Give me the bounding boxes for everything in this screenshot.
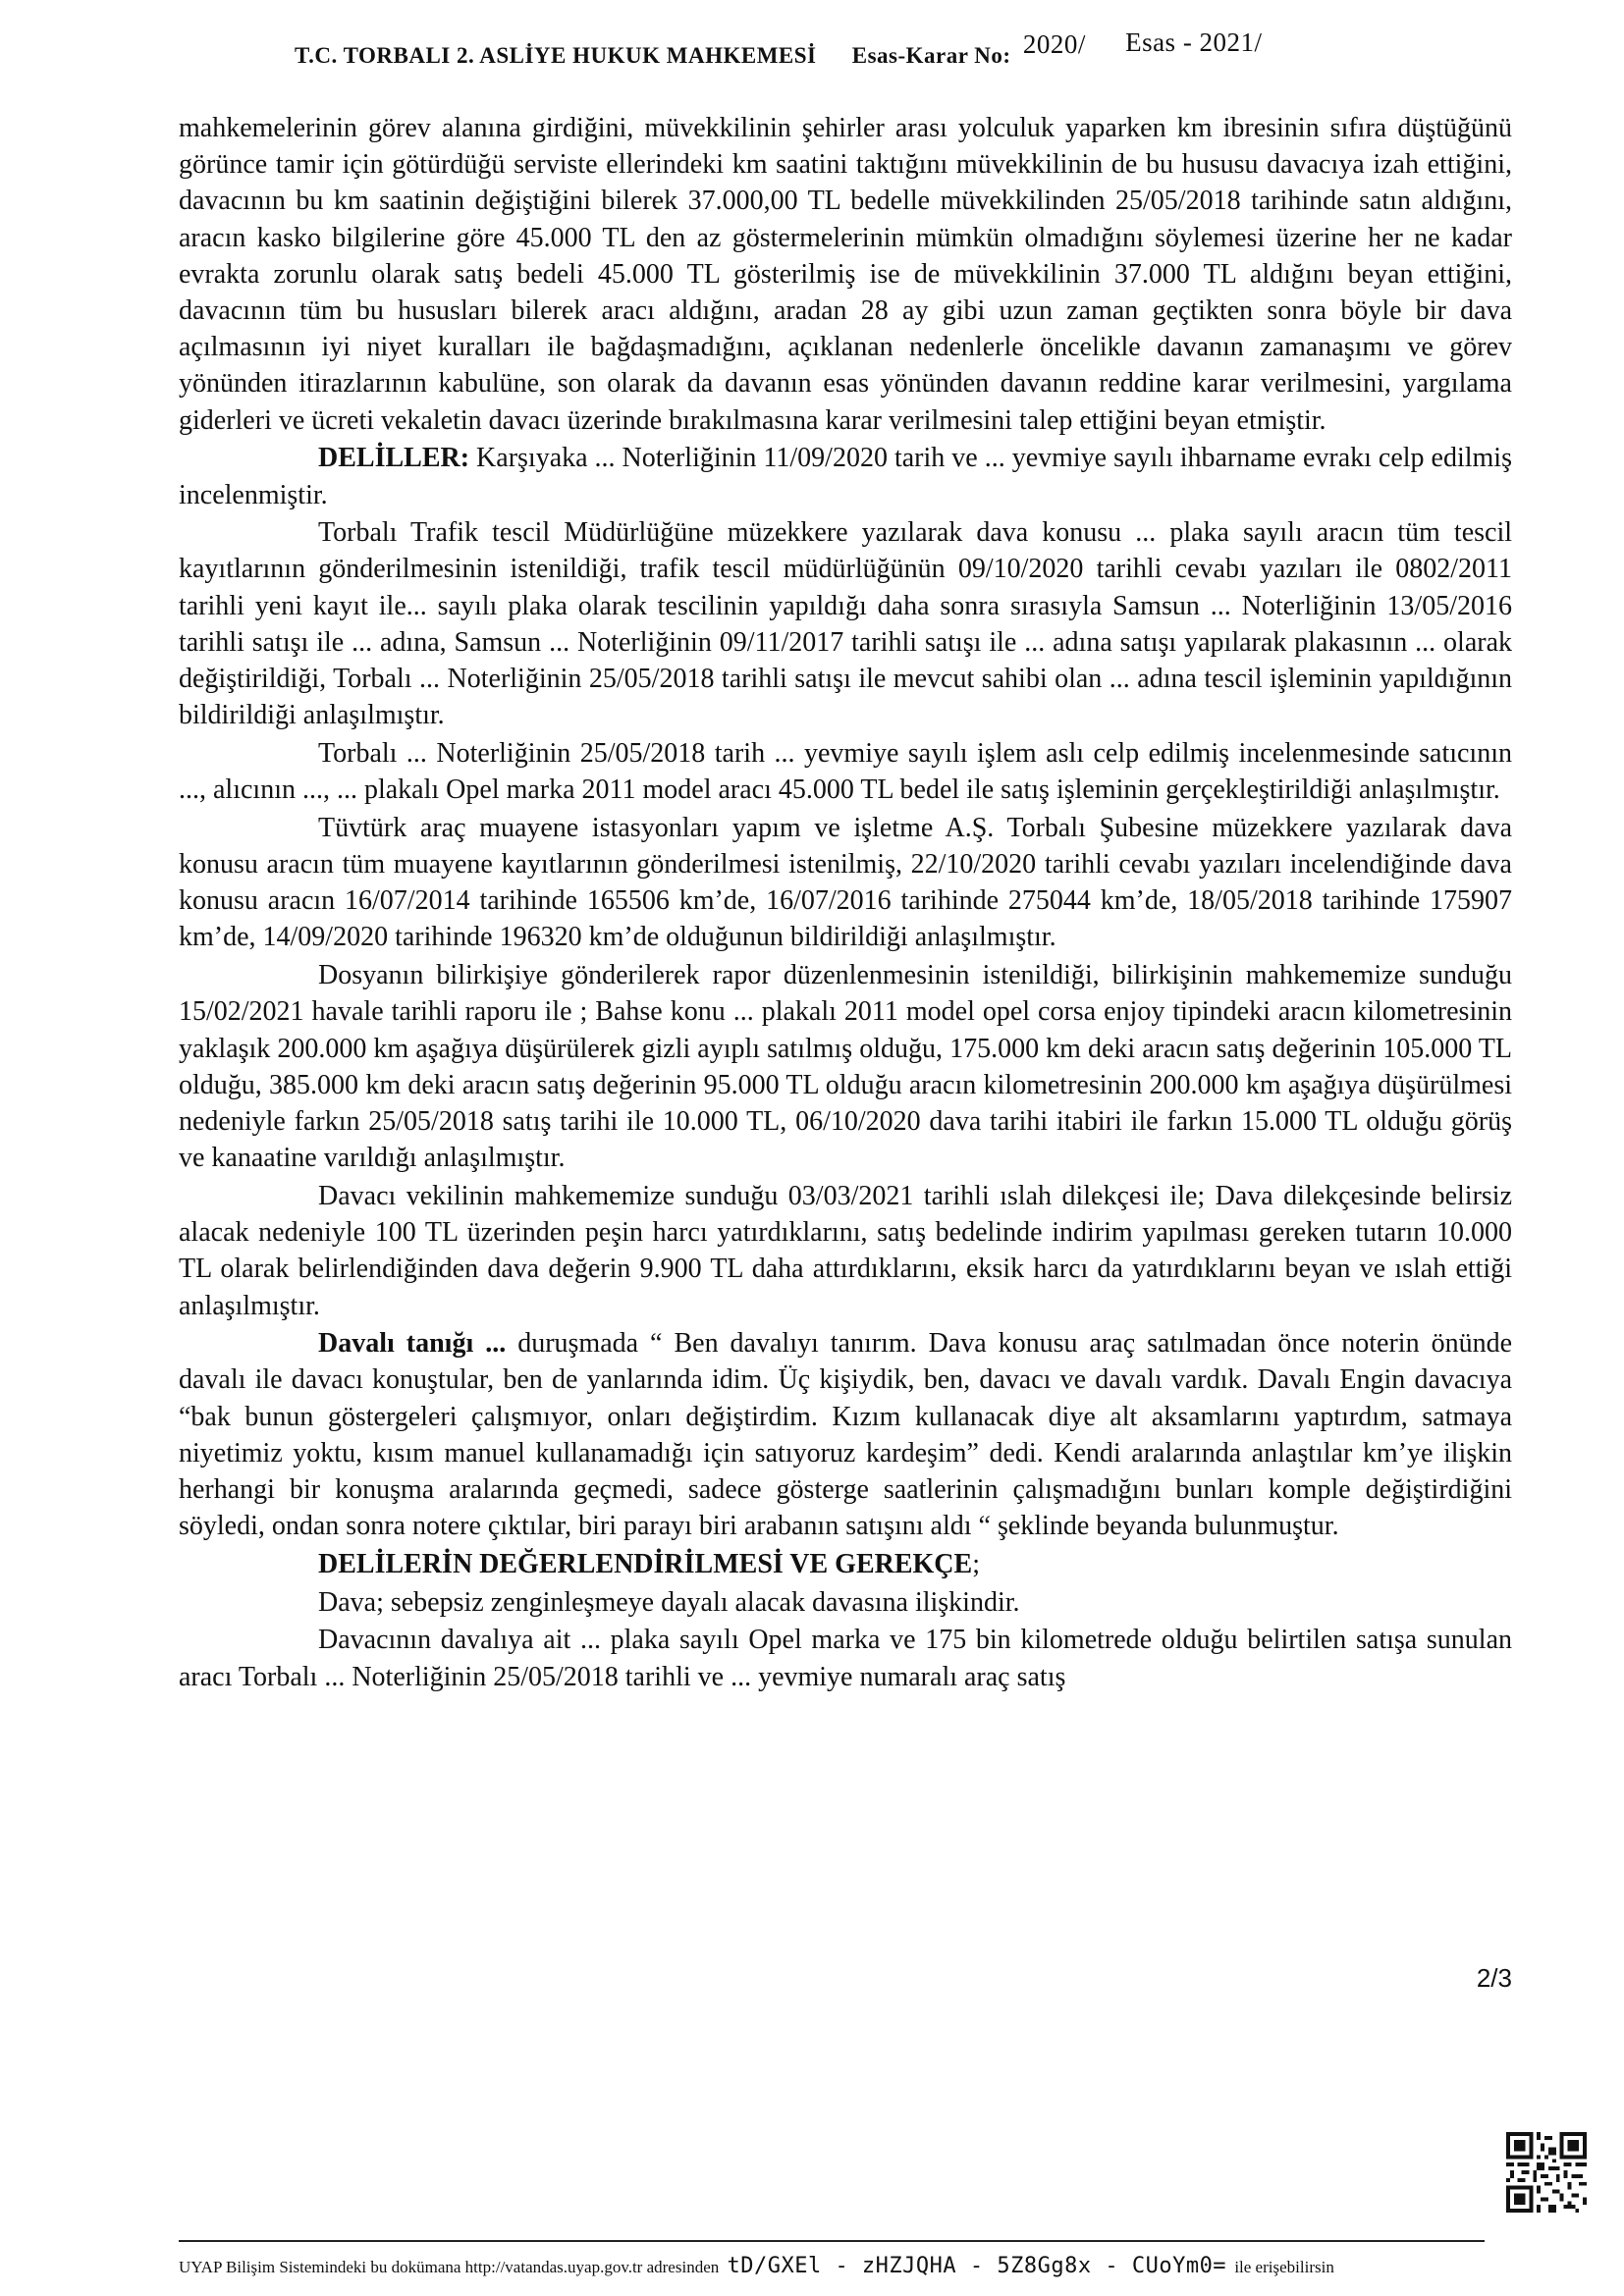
verification-code: tD/GXEl - zHZJQHA - 5Z8Gg8x - CUoYm0= xyxy=(727,2254,1227,2278)
paragraph-case-facts: Davacının davalıya ait ... plaka sayılı Opel marka ve 175 bin kilometrede olduğu belirtilen satışa sunulan aracı Torbalı ... Noterliğinin 25/05/2018 tarihli ve ... yevmiye numaralı araç satış xyxy=(179,1625,1512,1692)
paragraph-traffic-registry: Torbalı Trafik tescil Müdürlüğüne müzekkere yazılarak dava konusu ... plaka sayılı aracın tüm tescil kayıtlarının gönderilmesinin istenildiği, trafik tescil müdürlüğünün 09/10/2020 tarihli cevabı yazıları ile 0802/2011 tarihli yeni kayıt ile... sayılı plaka olarak tescilinin yapıldığı daha sonra sırasıyla Samsun ... Noterliğinin 13/05/2016 tarihli satışı ile ... adına, Samsun ... Noterliğinin 09/11/2017 tarihli satışı ile ... adına satışı yapılarak plakasının ... olarak değiştirildiği, Torbalı ... Noterliğinin 25/05/2018 tarihli satışı ile mevcut sahibi olan ... adına tescil işleminin yapıldığının bildirildiği anlaşılmıştır. xyxy=(179,517,1512,731)
paragraph-case-type: Dava; sebepsiz zenginleşmeye dayalı alacak davasına ilişkindir. xyxy=(318,1586,1020,1618)
esas-karar-label: Esas-Karar No: xyxy=(851,43,1011,68)
reasoning-heading: DELİLERİN DEĞERLENDİRİLMESİ VE GEREKÇE xyxy=(318,1548,973,1579)
paragraph-witness xyxy=(179,1325,1512,1544)
witness-text: duruşmada “ Ben davalıyı tanırım. Dava konusu araç satılmadan önce noterin önünde davalı ile davacı konuştular, ben de yanlarında idim. Üç kişiydik, ben, davacı ve davalı vardık. Davalı Engin davacıya “bak bunun göstergeleri çalışmıyor, onları değiştirdim. Kızım kullanacak diye alt aksamlarını yaptırdım, satmaya niyetimiz yoktu, kısım manuel kullanamadığı için satıyoruz kardeşim” dedi. Kendi aralarında anlaştılar km’ye ilişkin herhangi bir konuşma aralarında geçmedi, sadece gösterge saatlerinin çalışmadığını bunları komple değiştirdiğini söyledi, ondan sonra notere çıktılar, biri parayı biri arabanın satışını aldı “ şeklinde beyanda bulunmuştur. xyxy=(179,1328,1513,1542)
paragraph-reasoning-heading xyxy=(179,1546,1512,1582)
witness-heading: Davalı tanığı ... xyxy=(318,1328,507,1360)
footer-prefix: UYAP Bilişim Sistemindeki bu dokümana http://vatandas.uyap.gov.tr adresinden xyxy=(179,2258,720,2276)
paragraph-notary-record: Torbalı ... Noterliğinin 25/05/2018 tarih ... yevmiye sayılı işlem aslı celp edilmiş incelenmesinde satıcının ..., alıcının ..., ... plakalı Opel marka 2011 model aracı 45.000 TL bedel ile satış işleminin gerçekleştirildiği anlaşılmıştır. xyxy=(179,737,1512,806)
evidence-heading: DELİLLER: xyxy=(318,443,470,474)
paragraph-evidence xyxy=(179,440,1512,512)
qr-code-icon xyxy=(1506,2132,1587,2213)
document-body xyxy=(179,110,1512,1696)
court-name: T.C. TORBALI 2. ASLİYE HUKUK MAHKEMESİ xyxy=(295,43,817,68)
reasoning-heading-punct: ; xyxy=(972,1548,980,1579)
paragraph-defendant-arguments: mahkemelerinin görev alanına girdiğini, müvekkilinin şehirler arası yolculuk yaparken km ibresinin sıfıra düştüğünü görünce tamir için götürdüğü serviste ellerindeki km saatini taktığını müvekkilinin de bu hususu davacıya izah ettiğini, davacının bu km saatinin değiştiğini bilerek 37.000,00 TL bedelle müvekkilinden 25/05/2018 tarihinde satın aldığını, aracın kasko bilgilerine göre 45.000 TL den az göstermelerinin mümkün olmadığını söylemesi üzerine her ne kadar evrakta zorunlu olarak satış bedeli 45.000 TL gösterilmiş ise de müvekkilinin 37.000 TL aldığını beyan ettiğini, davacının tüm bu hususları bilerek aracı aldığını, aradan 28 ay gibi uzun zaman geçtikten sonra böyle bir dava açılmasının iyi niyet kuralları ile bağdaşmadığını, açıklanan nedenlerle öncelikle davanın zamanaşımı ve görev yönünden itirazlarının kabulüne, son olarak da davanın esas yönünden davanın reddine karar verilmesini, yargılama giderleri ve ücreti vekaletin davacı üzerinde bırakılmasına karar verilmesini talep ettiğini beyan etmiştir. xyxy=(179,113,1512,436)
paragraph-expert-report: Dosyanın bilirkişiye gönderilerek rapor düzenlenmesinin istenildiği, bilirkişinin mahkememize sunduğu 15/02/2021 havale tarihli raporu ile ; Bahse konu ... plakalı 2011 model opel corsa enjoy tipindeki aracın kilometresinin yaklaşık 200.000 km aşağıya düşürülerek gizli ayıplı satılmış olduğu, 175.000 km deki aracın satış değerinin 105.000 TL olduğu, 385.000 km deki aracın satış değerinin 95.000 TL olduğu aracın kilometresinin 200.000 km aşağıya düşürülmesi nedeniyle farkın 25/05/2018 satış tarihi ile 10.000 TL, 06/10/2020 dava tarihi itabiri ile farkın 15.000 TL olduğu görüş ve kanaatine varıldığı anlaşılmıştır. xyxy=(179,960,1512,1174)
page-number: 2/3 xyxy=(1476,1963,1512,1993)
paragraph-amendment: Davacı vekilinin mahkememize sunduğu 03/03/2021 tarihli ıslah dilekçesi ile; Dava dilekçesinde belirsiz alacak nedeniyle 100 TL üzerinden peşin harcı yatırdıklarını, satış bedelinde indirim yapılması gereken tutarın 10.000 TL olarak belirlendiğinden dava değerin 9.900 TL daha attırdıklarını, eksik harcı da yatırdıklarını beyan ve ıslah ettiği anlaşılmıştır. xyxy=(179,1180,1512,1321)
handwritten-karar-number: Esas - 2021/ xyxy=(1125,27,1263,57)
evidence-text: Karşıyaka ... Noterliğinin 11/09/2020 tarih ve ... yevmiye sayılı ihbarname evrakı celp edilmiş incelenmiştir. xyxy=(179,443,1512,510)
paragraph-inspection-records: Tüvtürk araç muayene istasyonları yapım ve işletme A.Ş. Torbalı Şubesine müzekkere yazılarak dava konusu aracın tüm muayene kayıtlarının gönderilmesi istenilmiş, 22/10/2020 tarihli cevabı yazıları incelendiğinde dava konusu aracın 16/07/2014 tarihinde 165506 km’de, 16/07/2016 tarihinde 275044 km’de, 18/05/2018 tarihinde 175907 km’de, 14/09/2020 tarihinde 196320 km’de olduğunun bildirildiği anlaşılmıştır. xyxy=(179,812,1512,953)
handwritten-esas-number: 2020/ xyxy=(1022,29,1086,59)
document-header xyxy=(295,27,1424,70)
footer-suffix: ile erişebilirsin xyxy=(1234,2258,1334,2276)
footer xyxy=(179,2254,1593,2278)
footer-divider xyxy=(179,2240,1485,2242)
